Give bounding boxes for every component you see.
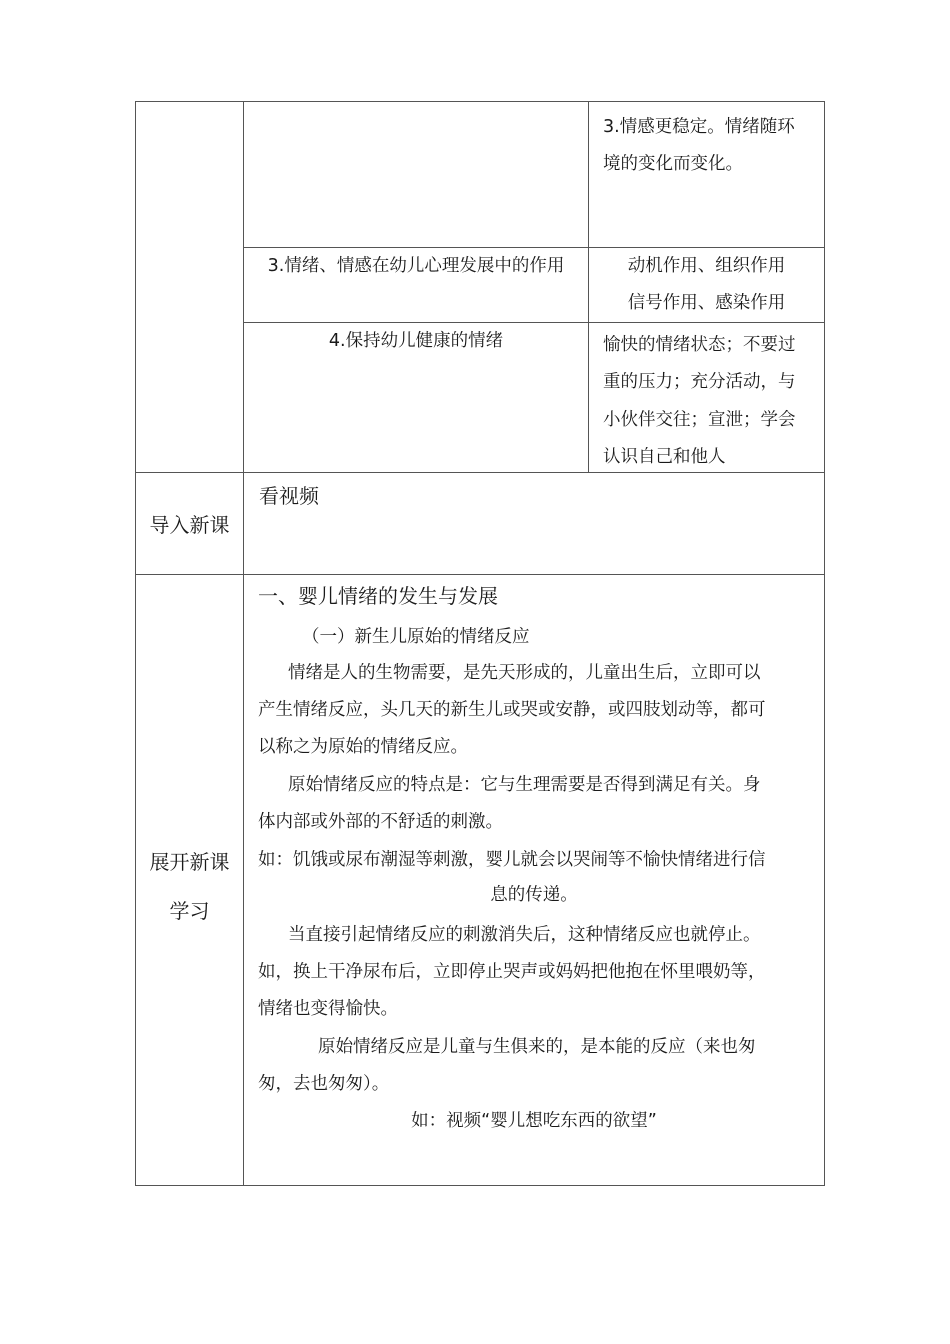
para2-line-2: 体内部或外部的不舒适的刺激。 <box>258 812 503 832</box>
expand-label-line-1: 展开新课 <box>149 850 230 874</box>
example-text: 如：视频“婴儿想吃东西的欲望” <box>411 1111 657 1131</box>
row3-right-line-2: 重的压力；充分活动，与 <box>603 372 796 392</box>
expand-label-line-2: 学习 <box>169 899 210 923</box>
para5-line-1: 原始情绪反应是儿童与生俱来的，是本能的反应（来也匆 <box>318 1037 756 1057</box>
para4-line-1: 当直接引起情绪反应的刺激消失后，这种情绪反应也就停止。 <box>288 925 761 945</box>
intro-label: 导入新课 <box>149 513 230 537</box>
para3-line-1: 如：饥饿或尿布潮湿等刺激，婴儿就会以哭闹等不愉快情绪进行信 <box>258 850 766 870</box>
para4-line-2: 如，换上干净尿布后，立即停止哭声或妈妈把他抱在怀里喂奶等， <box>258 962 766 982</box>
para4-line-3: 情绪也变得愉快。 <box>258 999 398 1019</box>
row2-right-line-2: 信号作用、感染作用 <box>627 293 786 313</box>
row2-right-line-1: 动机作用、组织作用 <box>627 256 786 276</box>
intro-content: 看视频 <box>259 484 319 508</box>
para1-line-1: 情绪是人的生物需要，是先天形成的，儿童出生后，立即可以 <box>288 663 761 683</box>
row1-right-line-2: 境的变化而变化。 <box>603 154 743 174</box>
section-heading: 一、婴儿情绪的发生与发展 <box>258 584 498 608</box>
table-bottom-border <box>135 1185 825 1186</box>
table-top-border <box>135 101 825 102</box>
para1-line-2: 产生情绪反应，头几天的新生儿或哭或安静，或四肢划动等，都可 <box>258 700 766 720</box>
row2-middle-text: 3.情绪、情感在幼儿心理发展中的作用 <box>267 256 565 276</box>
para1-line-3: 以称之为原始的情绪反应。 <box>258 737 468 757</box>
para5-line-2: 匆，去也匆匆）。 <box>258 1074 390 1094</box>
row1-right-line-1: 3.情感更稳定。情绪随环 <box>603 117 795 137</box>
row3-right-line-3: 小伙伴交往；宣泄；学会 <box>603 410 796 430</box>
row-divider-4 <box>135 574 825 575</box>
table-left-border <box>135 101 136 1186</box>
para2-line-1: 原始情绪反应的特点是：它与生理需要是否得到满足有关。身 <box>288 775 761 795</box>
section-subheading: （一）新生儿原始的情绪反应 <box>302 627 530 647</box>
table-right-border <box>824 101 825 1186</box>
para3-line-2: 息的传递。 <box>490 885 578 905</box>
row3-right-line-1: 愉快的情绪状态；不要过 <box>603 335 796 355</box>
row3-middle-text: 4.保持幼儿健康的情绪 <box>328 331 504 351</box>
row3-right-line-4: 认识自己和他人 <box>603 447 726 467</box>
